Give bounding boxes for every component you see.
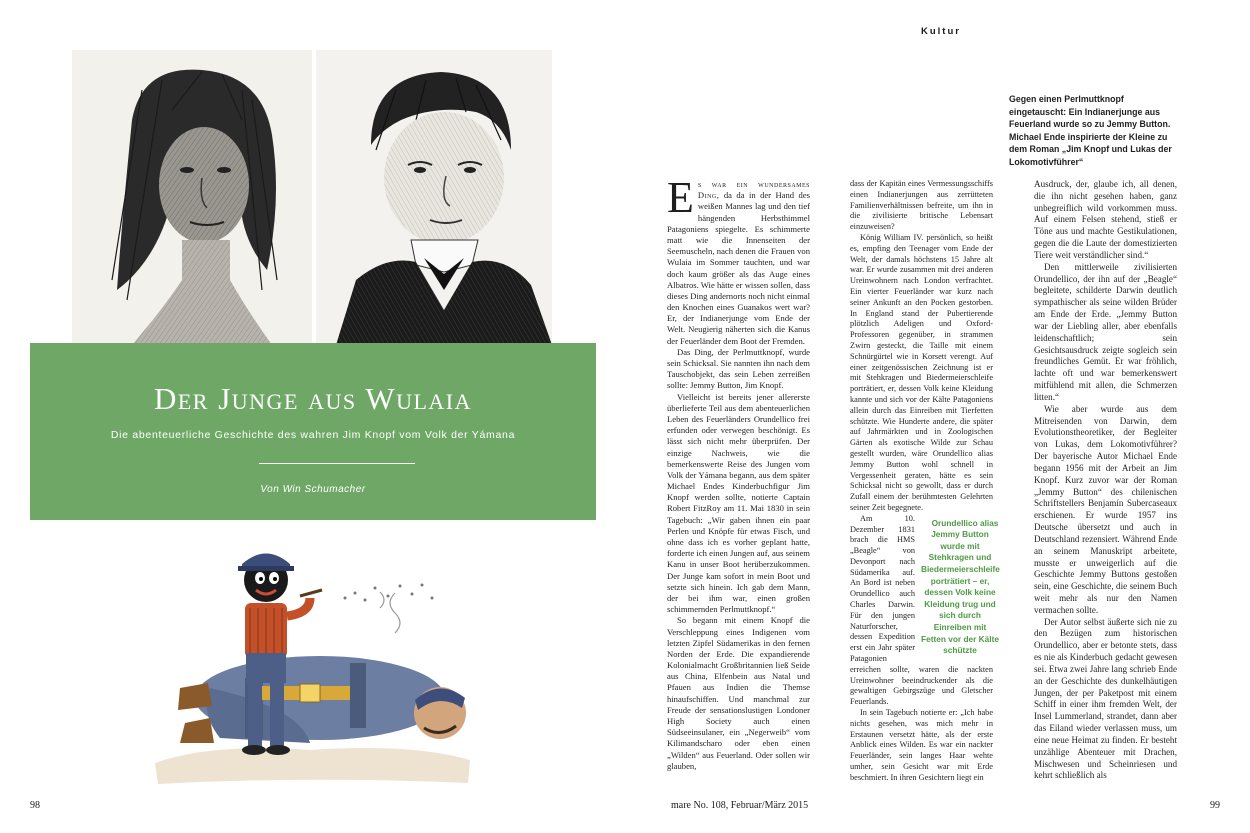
- article-paragraph: dass der Kapitän eines Vermessungsschiffs einen Indianerjungen aus zerrütteten Familienverhältnissen befreite, um ihn in die zivilisierte britische Lebensart einzuweisen?: [850, 179, 993, 232]
- article-paragraph: So begann mit einem Knopf die Verschleppung eines Indigenen vom letzten Zipfel Südamerikas in den fernen Norden der Erde. Die expandierende Kolonialmacht Großbritannien ließ Seide aus China, Elfenbein aus Natal und Pfauen aus Indien die Themse hinaufschiffen. Und manchmal zur Freude der sensationslustigen Londoner High Society auch einen Südseeinsulaner, ein „Negerweib“ vom Kilimandscharo oder eben einen „Wilden“ aus Feuerland. Oder sollen wir glauben,: [667, 615, 810, 771]
- article-column-3: [1034, 179, 1177, 782]
- subheadline: Die abenteuerliche Geschichte des wahren Jim Knopf vom Volk der Yámana: [110, 429, 516, 441]
- right-page: [625, 0, 1250, 833]
- portrait-woman-engraving: [72, 50, 312, 345]
- dropcap: E: [667, 173, 694, 222]
- portrait-boy-engraving: [316, 50, 552, 345]
- article-paragraph: Der Autor selbst äußerte sich nie zu den Bezügen zum historischen Orundellico, aber er betonte stets, dass es nie als Kinderbuch gedacht gewesen sei. Etwa zwei Jahre lang schrieb Ende an der Geschichte des dunkelhäutigen Jungen, der per Paketpost mit einem Schiff in einer ihm fremden Welt, der Insel Lummerland, strandet, dann aber das Eiland wieder verlassen muss, um eine neue Heimat zu finden. Er besteht unzählige Abenteuer mit Drachen, Mischwesen und Scheinriesen und kehrt schließlich als: [1034, 616, 1177, 781]
- article-paragraph: In sein Tagebuch notierte er: „Ich habe nichts gesehen, was mich mehr in Erstaunen versetzt hätte, als der erste Anblick eines Wilden. Es war ein nackter Feuerländer, sein langes Haar wehte umher, sein Gesicht war mit Erde beschmiert. In ihren Gesichtern liegt ein: [850, 708, 993, 782]
- lead-in: s war ein wundersames Ding,: [697, 179, 810, 201]
- paragraph-text: da da in der Hand des weißen Mannes lag und den tief hängenden Herbsthimmel Patagoniens spiegelte. Es schimmerte matt wie die Innenseiten der Seemuscheln, nach denen die Frauen von Wulaia im Sommer tauchten, und war doch kaum größer als das Auge eines Albatros. Wie hätte er wissen sollen, dass dieses Ding andernorts noch nicht einmal den Knochen eines Guanakos wert war? Er, der Indianerjunge vom Ende der Welt. Neugierig näherten sich die Kanus der Feuerländer dem Boot der Fremden.: [667, 190, 810, 346]
- article-paragraph: Ausdruck, der, glaube ich, all denen, die ihn nicht gesehen haben, ganz unbegreiflich wild vorkommen muss. Auf einem Felsen stehend, stieß er Töne aus und machte Gestikulationen, gegen die die Laute der domestizierten Tiere weit verständlicher sind.“: [1034, 179, 1177, 260]
- title-divider: [259, 463, 415, 464]
- article-paragraph: Das Ding, der Perlmuttknopf, wurde sein Schicksal. Sie nannten ihn nach dem Tauschobjekt, das sein Leben zerreißen sollte: Jemmy Button, Jim Knopf.: [667, 346, 810, 391]
- byline: Von Win Schumacher: [260, 484, 366, 495]
- article-column-2: [850, 179, 1000, 784]
- article-paragraph: Wie aber wurde aus dem Mitreisenden von Darwin, dem Evolutionstheoretiker, der Begleiter von Lukas, dem Lokomotivführer? Der bayerische Autor Michael Ende begann 1956 mit der Arbeit an Jim Knopf. Kurz zuvor war der Roman „Jemmy Button“ des chilenischen Schriftstellers Benjamín Subercaseaux erschienen. Er wurde 1957 ins Deutsche übersetzt und auch in Deutschland rezensiert. Während Ende an seinem Manuskript arbeitete, musste er unweigerlich auf die Geschichte Jemmy Buttons gestoßen sein, eine Geschichte, die seinem Buch weit mehr als nur den Namen vermachen sollte.: [1034, 403, 1177, 615]
- title-box: [30, 343, 596, 520]
- pull-quote: Orundellico alias Jemmy Button wurde mit Stehkragen und Biedermeierschleife porträtiert – er, dessen Volk keine Kleidung trug und sich durch Einreiben mit Fetten vor der Kälte schützte: [921, 517, 1000, 656]
- magazine-issue: mare No. 108, Februar/März 2015: [671, 800, 809, 811]
- article-paragraph: [667, 173, 810, 347]
- article-paragraph: Vielleicht ist bereits jener allererste überlieferte Teil aus dem abenteuerlichen Leben des Feuerländers Orundellico frei erfunden oder verwegen beschönigt. Es lässt sich nicht mehr überprüfen. Der einzige Nachweis, wie die bemerkenswerte Reise des Jungen vom Volk der Yámana begann, aus dem später Michael Endes Kinderbuchfigur Jim Knopf werden sollte, notierte Captain Robert FitzRoy am 11. Mai 1830 in sein Tagebuch: „Wir gaben ihnen ein paar Perlen und Knöpfe für etwas Fisch, und ohne dass ich es vorher geplant hatte, forderte ich einen Jungen auf, aus seinem Kanu in unser Boot herüberzukommen. Der Junge kam sofort in mein Boot und setzte sich hinein. Ich gab dem Mann, der bei ihm war, einen großen schimmernden Perlmuttknopf.“: [667, 391, 810, 615]
- headline: Der Junge aus Wulaia: [153, 381, 473, 416]
- page-number-left: 98: [30, 800, 40, 811]
- photo-caption: Gegen einen Perlmuttknopf eingetauscht: Ein Indianerjunge aus Feuerland wurde so zu Jemmy Button. Michael Ende inspirierte der Kleine zu dem Roman „Jim Knopf und Lukas der Lokomotivführer“: [1009, 94, 1172, 167]
- paragraph-text: Am 10. Dezember 1831 brach die HMS „Beagle“ von Devonport nach Südamerika auf. An Bord ist neben Orundellico auch Charles Darwin. Für den jungen Naturforscher, dessen Expedition erst ein Jahr später Patagonien erreichen sollte, waren die nackten Ureinwohner beeindruckender als die gewaltigen Gebirgszüge und Gletscher Feuerlands.: [850, 513, 993, 707]
- article-paragraph: [850, 513, 1000, 708]
- article-paragraph: König William IV. persönlich, so heißt es, empfing den Teenager vom Ende der Welt, der damals höchstens 15 Jahre alt war. Er wurde zusammen mit drei anderen Ureinwohnern nach London verfrachtet. Ein vierter Feuerländer war kurz nach seiner Ankunft an den Pocken gestorben. In England stand der Pubertierende plötzlich Adeligen und Oxford-Professoren gegenüber, in strammen Zwirn gesteckt, die Taille mit einem Schnürgürtel wie in Korsett verengt. Auf einer zeitgenössischen Zeichnung ist er mit Stehkragen und Biedermeierschleife porträtiert, er, dessen Volk keine Kleidung kannte und sich vor der Kälte Patagoniens allein durch das Einreiben mit Tierfetten schützte. Wie Hunderte andere, die später auf Jahrmärkten und in Zoologischen Gärten als exotische Wilde zur Schau gestellt wurden, wäre Orundellico alias Jemmy Button wohl schnell in Vergessenheit geraten, hätte es sein Schicksal nicht so gewollt, dass er durch Zufall einem der berühmtesten Gelehrten seiner Zeit begegnete.: [850, 232, 993, 512]
- jim-knopf-illustration: [150, 538, 475, 788]
- section-label: Kultur: [921, 26, 961, 37]
- article-column-1: [667, 173, 810, 772]
- article-paragraph: Den mittlerweile zivilisierten Orundellico, der ihn auf der „Beagle“ begleitete, schilderte Darwin deutlich sympathischer als seine wilden Brüder am Ende der Erde. „Jemmy Button war der Liebling aller, aber ebenfalls leidenschaftlich; sein Gesichtsausdruck zeigte sogleich sein freundliches Gemüt. Er war fröhlich, lachte oft und war bemerkenswert mitfühlend mit allen, die Schmerzen litten.“: [1034, 261, 1177, 402]
- page-number-right: 99: [1210, 800, 1220, 811]
